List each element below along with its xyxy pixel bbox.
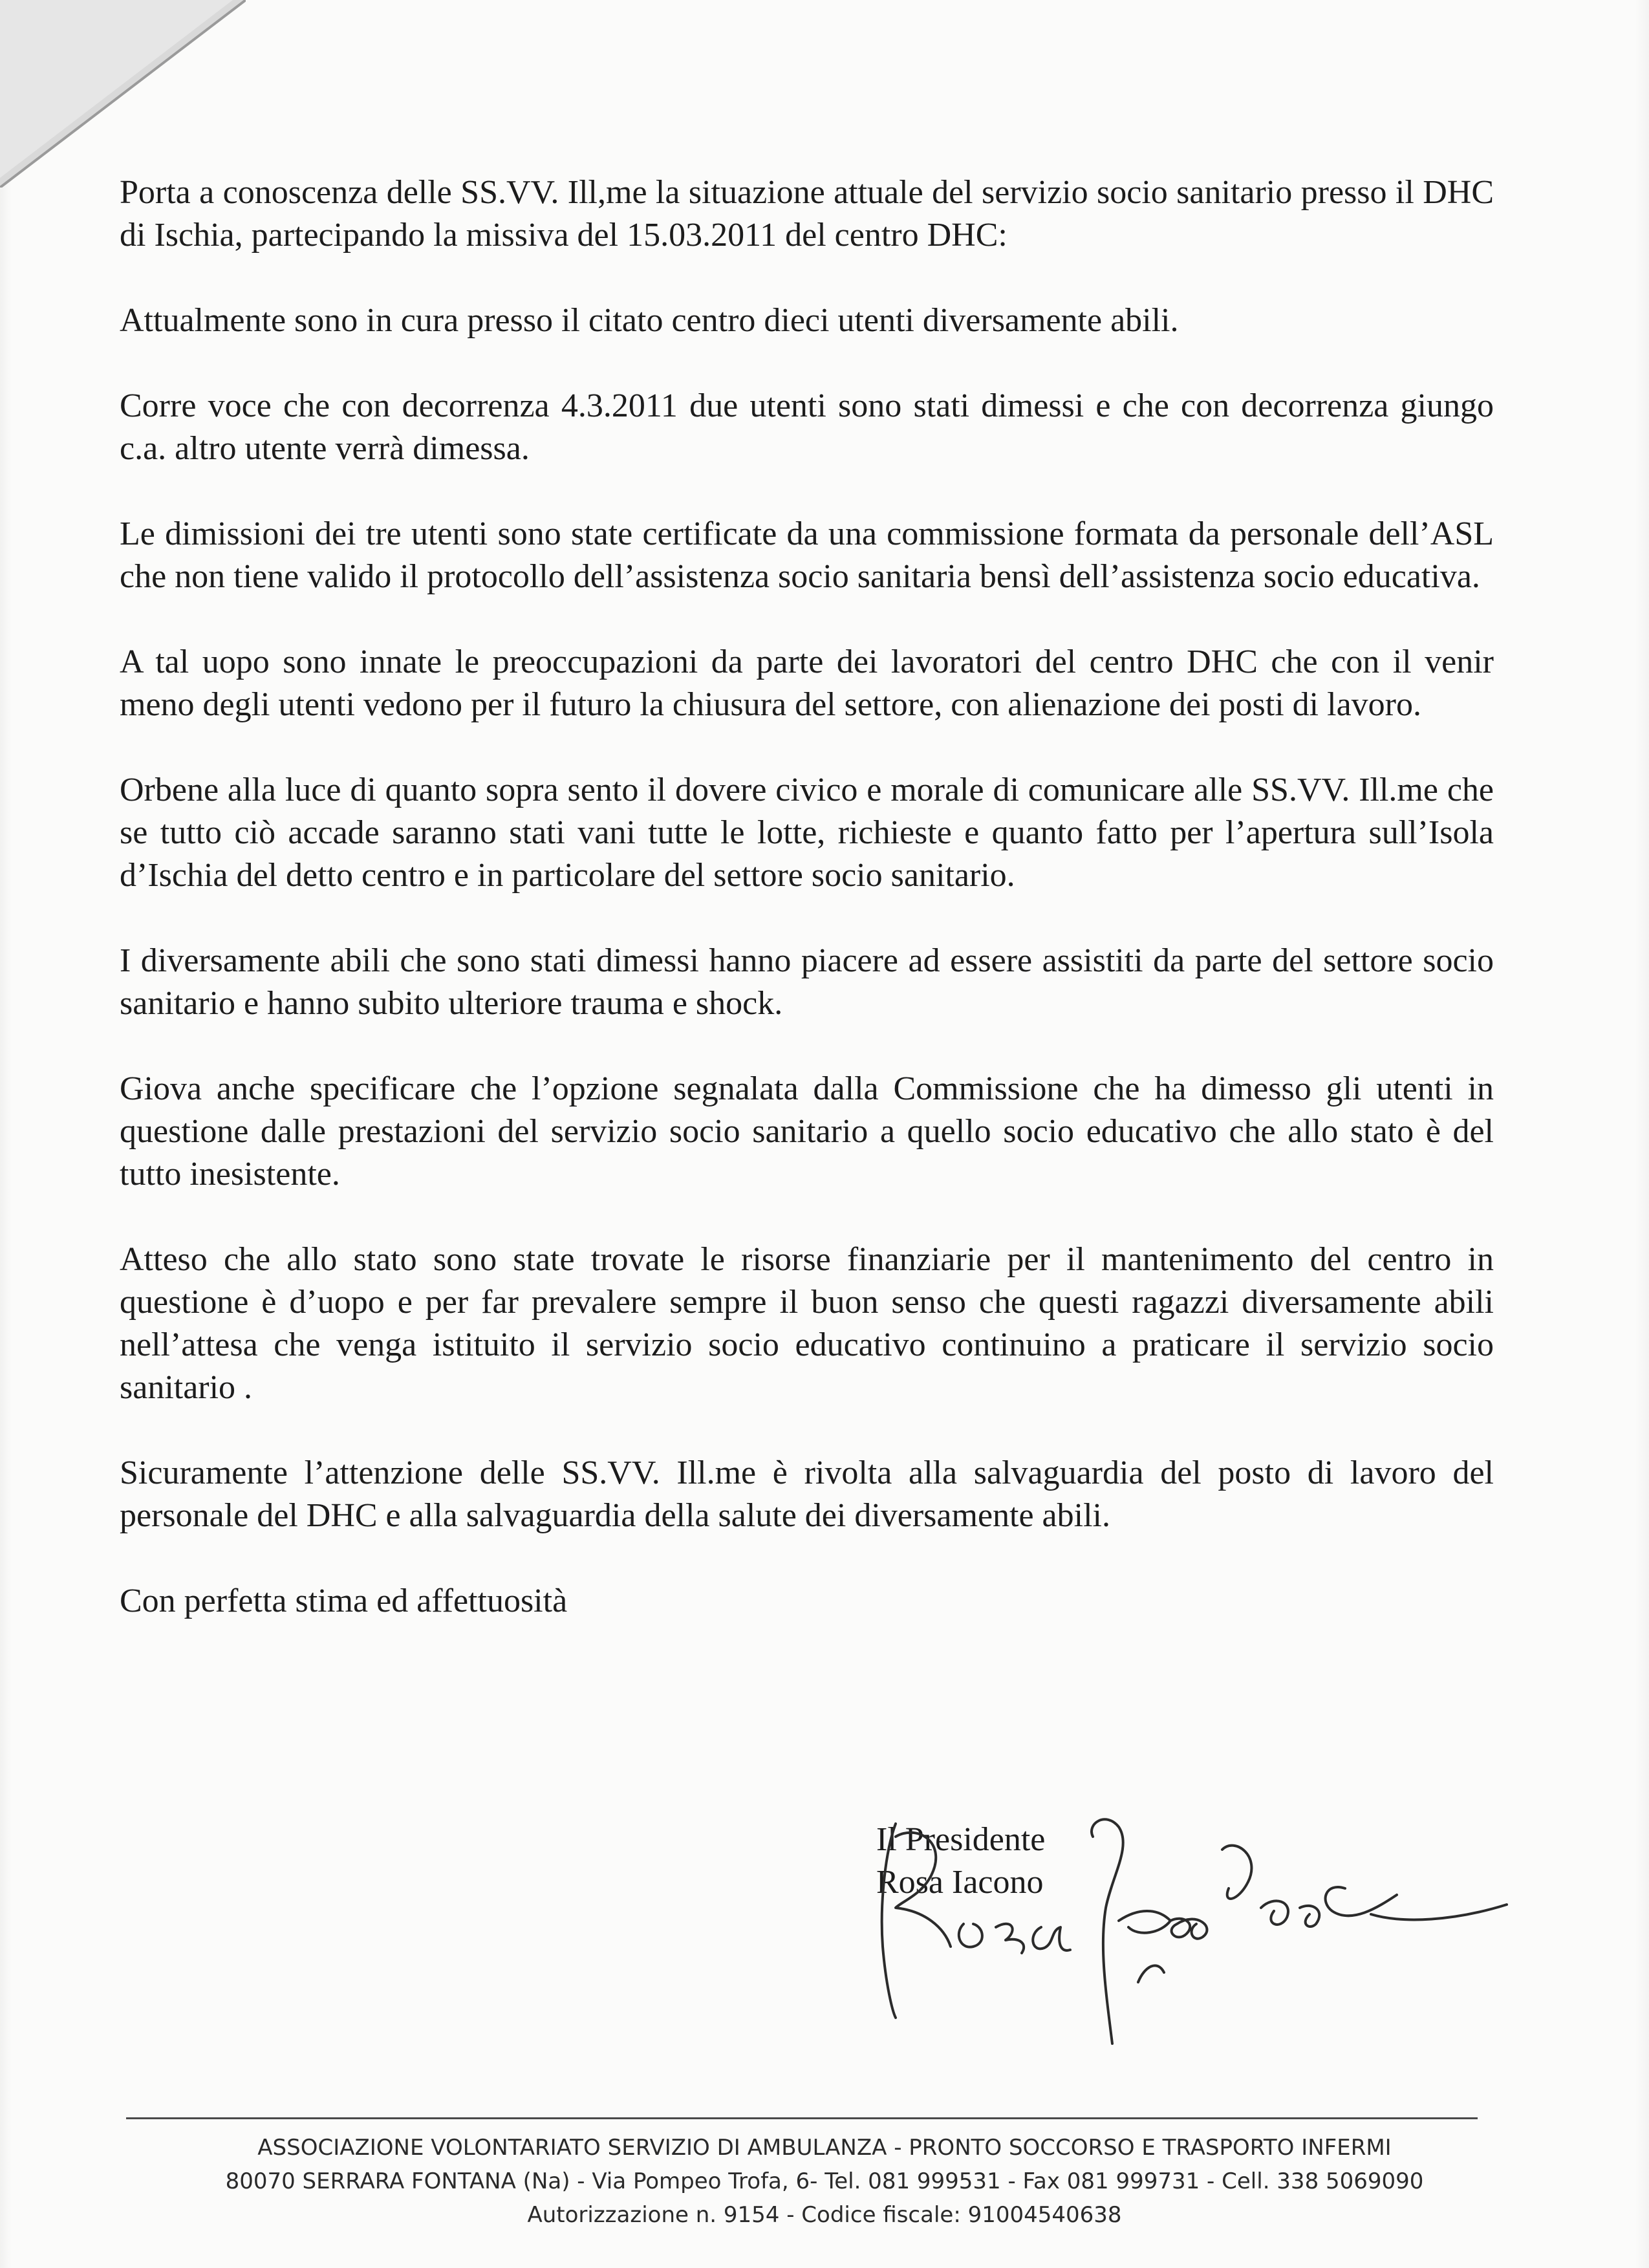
paragraph: Corre voce che con decorrenza 4.3.2011 due utenti sono stati dimessi e che con decorrenza giungo c.a. altro utente verrà dimessa. (120, 387, 1494, 467)
paragraph: I diversamente abili che sono stati dimessi hanno piacere ad essere assistiti da parte del settore socio sanitario e hanno subito ulteriore trauma e shock. (120, 942, 1494, 1022)
paragraph: Giova anche specificare che l’opzione segnalata dalla Commissione che ha dimesso gli utenti in questione dalle prestazioni del servizio socio sanitario a quello socio educativo che allo stato è del tutto inesistente. (120, 1070, 1494, 1193)
footer-registration: Autorizzazione n. 9154 - Codice fiscale: 91004540638 (527, 2202, 1122, 2228)
paragraph: Attualmente sono in cura presso il citato centro dieci utenti diversamente abili. (120, 302, 1179, 339)
closing-salutation: Con perfetta stima ed affettuosità (120, 1582, 568, 1619)
letterhead-footer (97, 2131, 1552, 2232)
letter-body (120, 171, 1494, 1623)
footer-address-contacts: 80070 SERRARA FONTANA (Na) - Via Pompeo Trofa, 6- Tel. 081 999531 - Fax 081 999731 - Cell. 338 5069090 (225, 2168, 1424, 2194)
footer-divider (126, 2117, 1478, 2119)
paragraph: Sicuramente l’attenzione delle SS.VV. Ill.me è rivolta alla salvaguardia del posto di lavoro del personale del DHC e alla salvaguardia della salute dei diversamente abili. (120, 1454, 1494, 1534)
signer-name: Rosa Iacono (876, 1864, 1044, 1901)
handwritten-signature (834, 1798, 1520, 2057)
paragraph: A tal uopo sono innate le preoccupazioni da parte dei lavoratori del centro DHC che con il venir meno degli utenti vedono per il futuro la chiusura del settore, con alienazione dei posti di lavoro. (120, 643, 1494, 723)
paragraph: Le dimissioni dei tre utenti sono state certificate da una commissione formata da personale dell’ASL che non tiene valido il protocollo dell’assistenza socio sanitaria bensì dell’assistenza socio educativa. (120, 515, 1494, 595)
paragraph: Porta a conoscenza delle SS.VV. Ill,me la situazione attuale del servizio socio sanitario presso il DHC di Ischia, partecipando la missiva del 15.03.2011 del centro DHC: (120, 174, 1494, 254)
signer-title: Il Presidente (876, 1821, 1046, 1858)
footer-association-name: ASSOCIAZIONE VOLONTARIATO SERVIZIO DI AMBULANZA - PRONTO SOCCORSO E TRASPORTO INFERMI (257, 2135, 1392, 2161)
paragraph: Orbene alla luce di quanto sopra sento il dovere civico e morale di comunicare alle SS.VV. Ill.me che se tutto ciò accade saranno stati vani tutte le lotte, richieste e quanto fatto per l’apertura sull’Isola d’Ischia del detto centro e in particolare del settore socio sanitario. (120, 772, 1494, 894)
paragraph: Atteso che allo stato sono state trovate le risorse finanziarie per il mantenimento del centro in questione è d’uopo e per far prevalere sempre il buon senso che questi ragazzi diversamente abili nell’attesa che venga istituito il servizio socio educativo continuino a praticare il servizio socio sanitario . (120, 1241, 1494, 1406)
folded-corner-shadow (0, 0, 246, 188)
